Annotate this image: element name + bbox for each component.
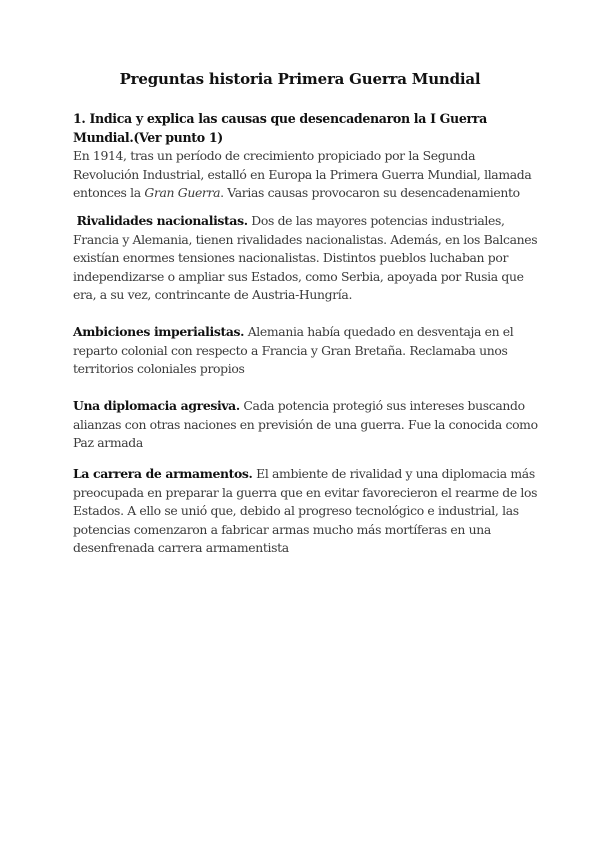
cause-lead: Una diplomacia agresiva. [73, 398, 240, 413]
question-1 [73, 110, 543, 203]
cause-paragraph [73, 397, 543, 453]
cause-lead: Rivalidades nacionalistas. [76, 213, 248, 228]
cause-paragraph [73, 465, 543, 558]
cause-lead: Ambiciones imperialistas. [73, 324, 245, 339]
intro-text-end: . Varias causas provocaron su desencadenamiento [220, 185, 520, 201]
document-title: Preguntas historia Primera Guerra Mundial [119, 70, 481, 88]
intro-text: En 1914, tras un período de crecimiento propiciado por la Segunda Revolución Industrial, estalló en Europa la Primera Guerra Mundial, llamada entonces la [73, 148, 532, 201]
cause-text: Dos de las mayores potencias industriales, Francia y Alemania, tienen rivalidades nacionalistas. Además, en los Balcanes existían enormes tensiones nacionalistas. Distintos pueblos luchaban por independizarse o ampliar sus Estados, como Serbia, apoyada por Rusia que era, a su vez, contrincante de Austria-Hungría. [73, 213, 538, 303]
intro-italic: Gran Guerra [144, 185, 221, 201]
cause-text: El ambiente de rivalidad y una diplomacia más preocupada en preparar la guerra que en evitar favorecieron el rearme de los Estados. A ello se unió que, debido al progreso tecnológico e industrial, las potencias comenzaron a fabricar armas mucho más mortíferas en una desenfrenada carrera armamentista [73, 466, 538, 556]
cause-paragraph [73, 323, 543, 379]
cause-paragraph [73, 212, 543, 305]
question-heading: 1. Indica y explica las causas que desencadenaron la I Guerra Mundial.(Ver punto 1) [73, 111, 487, 145]
cause-lead: La carrera de armamentos. [73, 466, 253, 481]
cause-text: Alemania había quedado en desventaja en el reparto colonial con respecto a Francia y Gran Bretaña. Reclamaba unos territorios coloniales propios [73, 324, 514, 377]
cause-text: Cada potencia protegió sus intereses buscando alianzas con otras naciones en previsión de una guerra. Fue la conocida como Paz armada [73, 398, 538, 451]
question-intro [73, 147, 543, 203]
